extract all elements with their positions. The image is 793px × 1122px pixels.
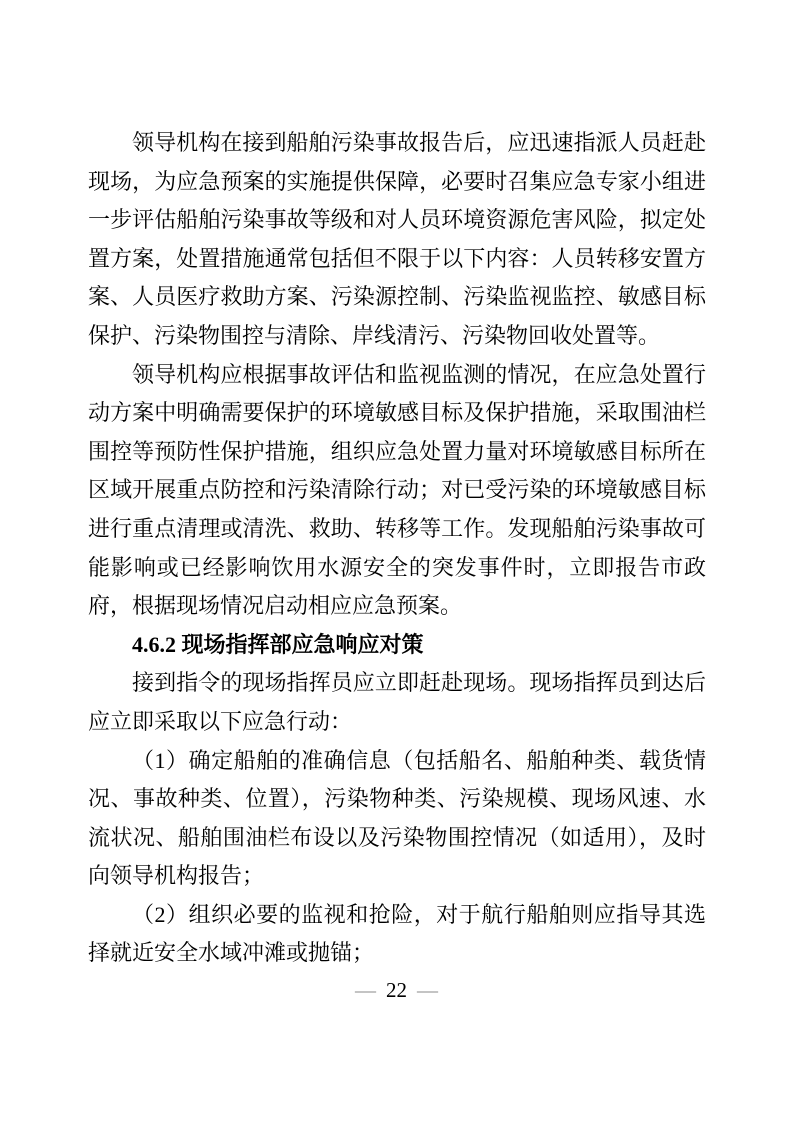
page-footer (0, 976, 793, 1004)
paragraph-action-item-2: （2）组织必要的监视和抢险，对于航行船舶则应指导其选择就近安全水域冲滩或抛锚； (88, 901, 706, 966)
footer-dash-right: — (417, 978, 438, 1002)
footer-dash-left: — (355, 978, 376, 1002)
document-body (88, 124, 706, 973)
section-heading-4-6-2: 4.6.2 现场指挥部应急响应对策 (132, 631, 424, 657)
page-number: 22 (386, 978, 407, 1002)
paragraph-leading-org-dispatch: 领导机构在接到船舶污染事故报告后，应迅速指派人员赶赴现场，为应急预案的实施提供保障，必要时召集应急专家小组进一步评估船舶污染事故等级和对人员环境资源危害风险，拟定处置方案，处置措施通常包括但不限于以下内容：人员转移安置方案、人员医疗救助方案、污染源控制、污染监视监控、敏感目标保护、污染物围控与清除、岸线清污、污染物回收处置等。 (88, 130, 706, 348)
paragraph-action-item-1: （1）确定船舶的准确信息（包括船名、船舶种类、载货情况、事故种类、位置），污染物种类、污染规模、现场风速、水流状况、船舶围油栏布设以及污染物围控情况（如适用），及时向领导机构报告； (88, 747, 706, 889)
paragraph-sensitive-target-protection: 领导机构应根据事故评估和监视监测的情况，在应急处置行动方案中明确需要保护的环境敏感目标及保护措施，采取围油栏围控等预防性保护措施，组织应急处置力量对环境敏感目标所在区域开展重点防控和污染清除行动；对已受污染的环境敏感目标进行重点清理或清洗、救助、转移等工作。发现船舶污染事故可能影响或已经影响饮用水源安全的突发事件时，立即报告市政府，根据现场情况启动相应应急预案。 (88, 361, 706, 619)
paragraph-onsite-commander-actions: 接到指令的现场指挥员应立即赶赴现场。现场指挥员到达后应立即采取以下应急行动： (88, 670, 706, 734)
